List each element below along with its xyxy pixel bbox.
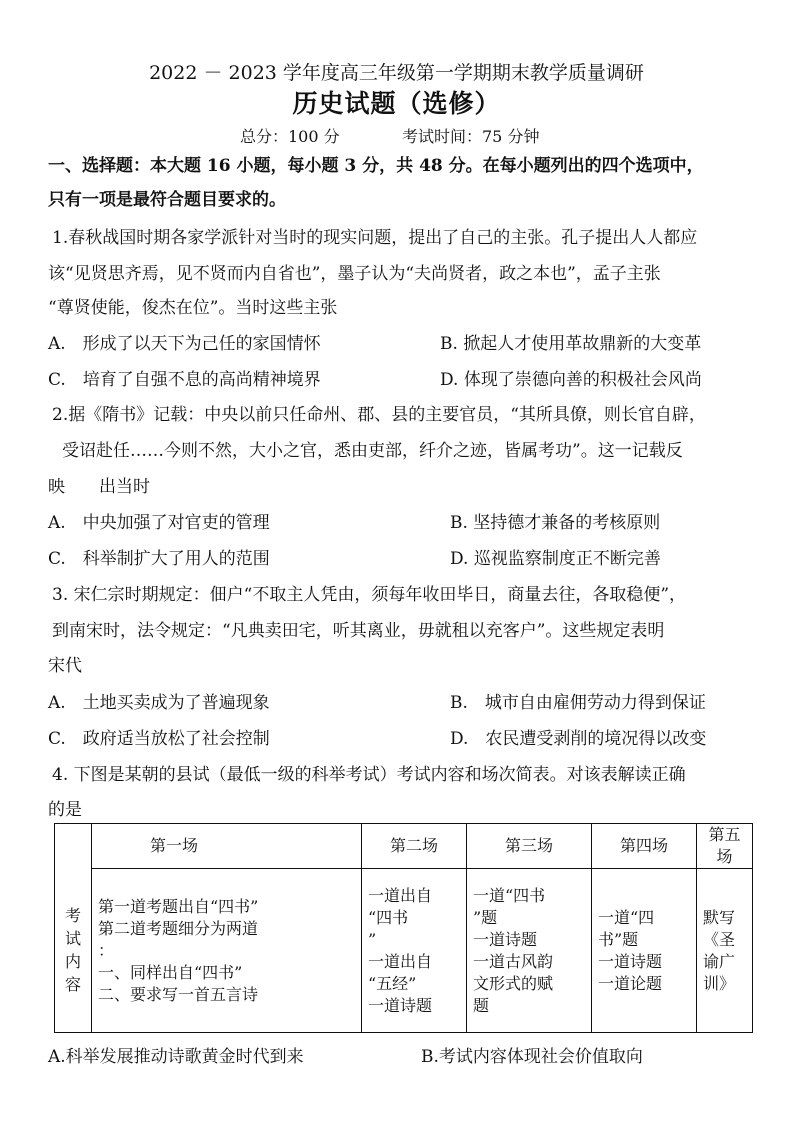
table-col-header: 第五场 bbox=[697, 824, 753, 869]
table-col-header: 第四场 bbox=[592, 824, 697, 869]
cell-line: 一道出自 bbox=[368, 885, 433, 905]
cell-line: 一、同样出自“四书” bbox=[98, 962, 243, 982]
row-header-char: 内 bbox=[64, 952, 81, 972]
cell-line: “五经” bbox=[368, 973, 417, 993]
table-cell-round5 bbox=[697, 869, 753, 1033]
cell-line: 二、要求写一首五言诗 bbox=[98, 984, 259, 1004]
cell-line: 谕广训》 bbox=[703, 951, 736, 993]
table-cell-round4 bbox=[592, 869, 697, 1033]
row-header-char: 考 bbox=[64, 906, 81, 926]
q1-option-d[interactable]: D. 体现了崇德向善的积极社会风尚 bbox=[440, 370, 702, 390]
cell-line: 一道“四书 bbox=[473, 885, 546, 905]
q2-stem-line1: 2.据《隋书》记载：中央以前只任命州、郡、县的主要官员，“其所具僚，则长官自辟， bbox=[52, 405, 706, 425]
cell-line: 文形式的赋 bbox=[473, 973, 554, 993]
total-score: 总分：100 分 bbox=[240, 127, 340, 146]
q3-option-c[interactable]: C. 政府适当放松了社会控制 bbox=[48, 729, 270, 749]
cell-line: 一道“四 bbox=[598, 907, 655, 927]
table-corner-cell bbox=[55, 824, 92, 869]
exam-content-table bbox=[54, 823, 753, 1033]
q1-stem-line3: “尊贤使能，俊杰在位”。当时这些主张 bbox=[48, 298, 338, 318]
q3-option-d[interactable]: D. 农民遭受剥削的境况得以改变 bbox=[450, 729, 707, 749]
cell-line: ”题 bbox=[473, 907, 498, 927]
cell-line: ： bbox=[98, 940, 115, 960]
q2-option-a[interactable]: A. 中央加强了对官吏的管理 bbox=[48, 513, 270, 533]
cell-line: 书”题 bbox=[598, 929, 639, 949]
q3-option-a[interactable]: A. 土地买卖成为了普遍现象 bbox=[48, 693, 270, 713]
q3-stem-line2: 到南宋时，法令规定：“凡典卖田宅，听其离业，毋就租以充客户”。这些规定表明 bbox=[52, 621, 665, 641]
cell-line: 一道论题 bbox=[598, 973, 663, 993]
cell-line: 一道诗题 bbox=[473, 929, 538, 949]
cell-line: 题 bbox=[473, 995, 490, 1015]
table-cell-round1 bbox=[92, 869, 362, 1033]
table-row-header bbox=[55, 869, 92, 1033]
table-row bbox=[55, 869, 753, 1033]
table-col-header: 第一场 bbox=[92, 824, 362, 869]
cell-line: ” bbox=[368, 929, 377, 949]
exam-title: 2022 － 2023 学年度高三年级第一学期期末教学质量调研 bbox=[149, 62, 644, 84]
q2-option-d[interactable]: D. 巡视监察制度正不断完善 bbox=[450, 549, 661, 569]
cell-line: 默写《圣 bbox=[703, 907, 736, 949]
q1-stem-line1: 1.春秋战国时期各家学派针对当时的现实问题，提出了自己的主张。孔子提出人人都应 bbox=[52, 228, 698, 248]
q2-stem-line2: 受诏赴任……今则不然，大小之官，悉由吏部，纤介之迹，皆属考功”。这一记载反 bbox=[62, 441, 683, 461]
q4-option-b[interactable]: B.考试内容体现社会价值取向 bbox=[421, 1047, 643, 1067]
q3-stem-line3: 宋代 bbox=[48, 656, 82, 676]
cell-line: 一道诗题 bbox=[598, 951, 663, 971]
q2-option-c[interactable]: C. 科举制扩大了用人的范围 bbox=[48, 549, 270, 569]
row-header-char: 容 bbox=[64, 975, 81, 995]
cell-line: 一道诗题 bbox=[368, 995, 433, 1015]
section-instruction-line2: 只有一项是最符合题目要求的。 bbox=[48, 190, 286, 210]
q2-stem-line3: 映 出当时 bbox=[48, 477, 150, 497]
exam-time: 考试时间：75 分钟 bbox=[402, 127, 540, 146]
q4-stem-line2: 的是 bbox=[48, 800, 82, 820]
q3-option-b[interactable]: B. 城市自由雇佣劳动力得到保证 bbox=[450, 693, 706, 713]
q3-stem-line1: 3. 宋仁宗时期规定：佃户“不取主人凭由，须每年收田毕日，商量去往，各取稳便”， bbox=[52, 585, 687, 605]
table-col-header: 第三场 bbox=[467, 824, 592, 869]
cell-line: 一道古风韵 bbox=[473, 951, 554, 971]
cell-line: “四书 bbox=[368, 907, 409, 927]
q1-option-a[interactable]: A. 形成了以天下为己任的家国情怀 bbox=[48, 334, 321, 354]
q4-stem-line1: 4. 下图是某朝的县试（最低一级的科举考试）考试内容和场次简表。对该表解读正确 bbox=[52, 765, 686, 785]
subject-title: 历史试题（选修） bbox=[292, 89, 501, 118]
q2-option-b[interactable]: B. 坚持德才兼备的考核原则 bbox=[450, 513, 661, 533]
cell-line: 第二道考题细分为两道 bbox=[98, 918, 259, 938]
q1-stem-line2: 该“见贤思齐焉，见不贤而内自省也”，墨子认为“夫尚贤者，政之本也”，孟子主张 bbox=[48, 264, 661, 284]
q4-option-a[interactable]: A.科举发展推动诗歌黄金时代到来 bbox=[48, 1047, 304, 1067]
table-header-row bbox=[55, 824, 753, 869]
cell-line: 一道出自 bbox=[368, 951, 433, 971]
row-header-char: 试 bbox=[64, 929, 81, 949]
table-cell-round3 bbox=[467, 869, 592, 1033]
table-cell-round2 bbox=[362, 869, 467, 1033]
table-col-header: 第二场 bbox=[362, 824, 467, 869]
cell-line: 第一道考题出自“四书” bbox=[98, 896, 259, 916]
q1-option-c[interactable]: C. 培育了自强不息的高尚精神境界 bbox=[48, 370, 321, 390]
q1-option-b[interactable]: B. 掀起人才使用革故鼎新的大变革 bbox=[440, 334, 702, 354]
section-instruction-line1: 一、选择题：本大题 16 小题，每小题 3 分，共 48 分。在每小题列出的四个选项中， bbox=[48, 156, 704, 176]
